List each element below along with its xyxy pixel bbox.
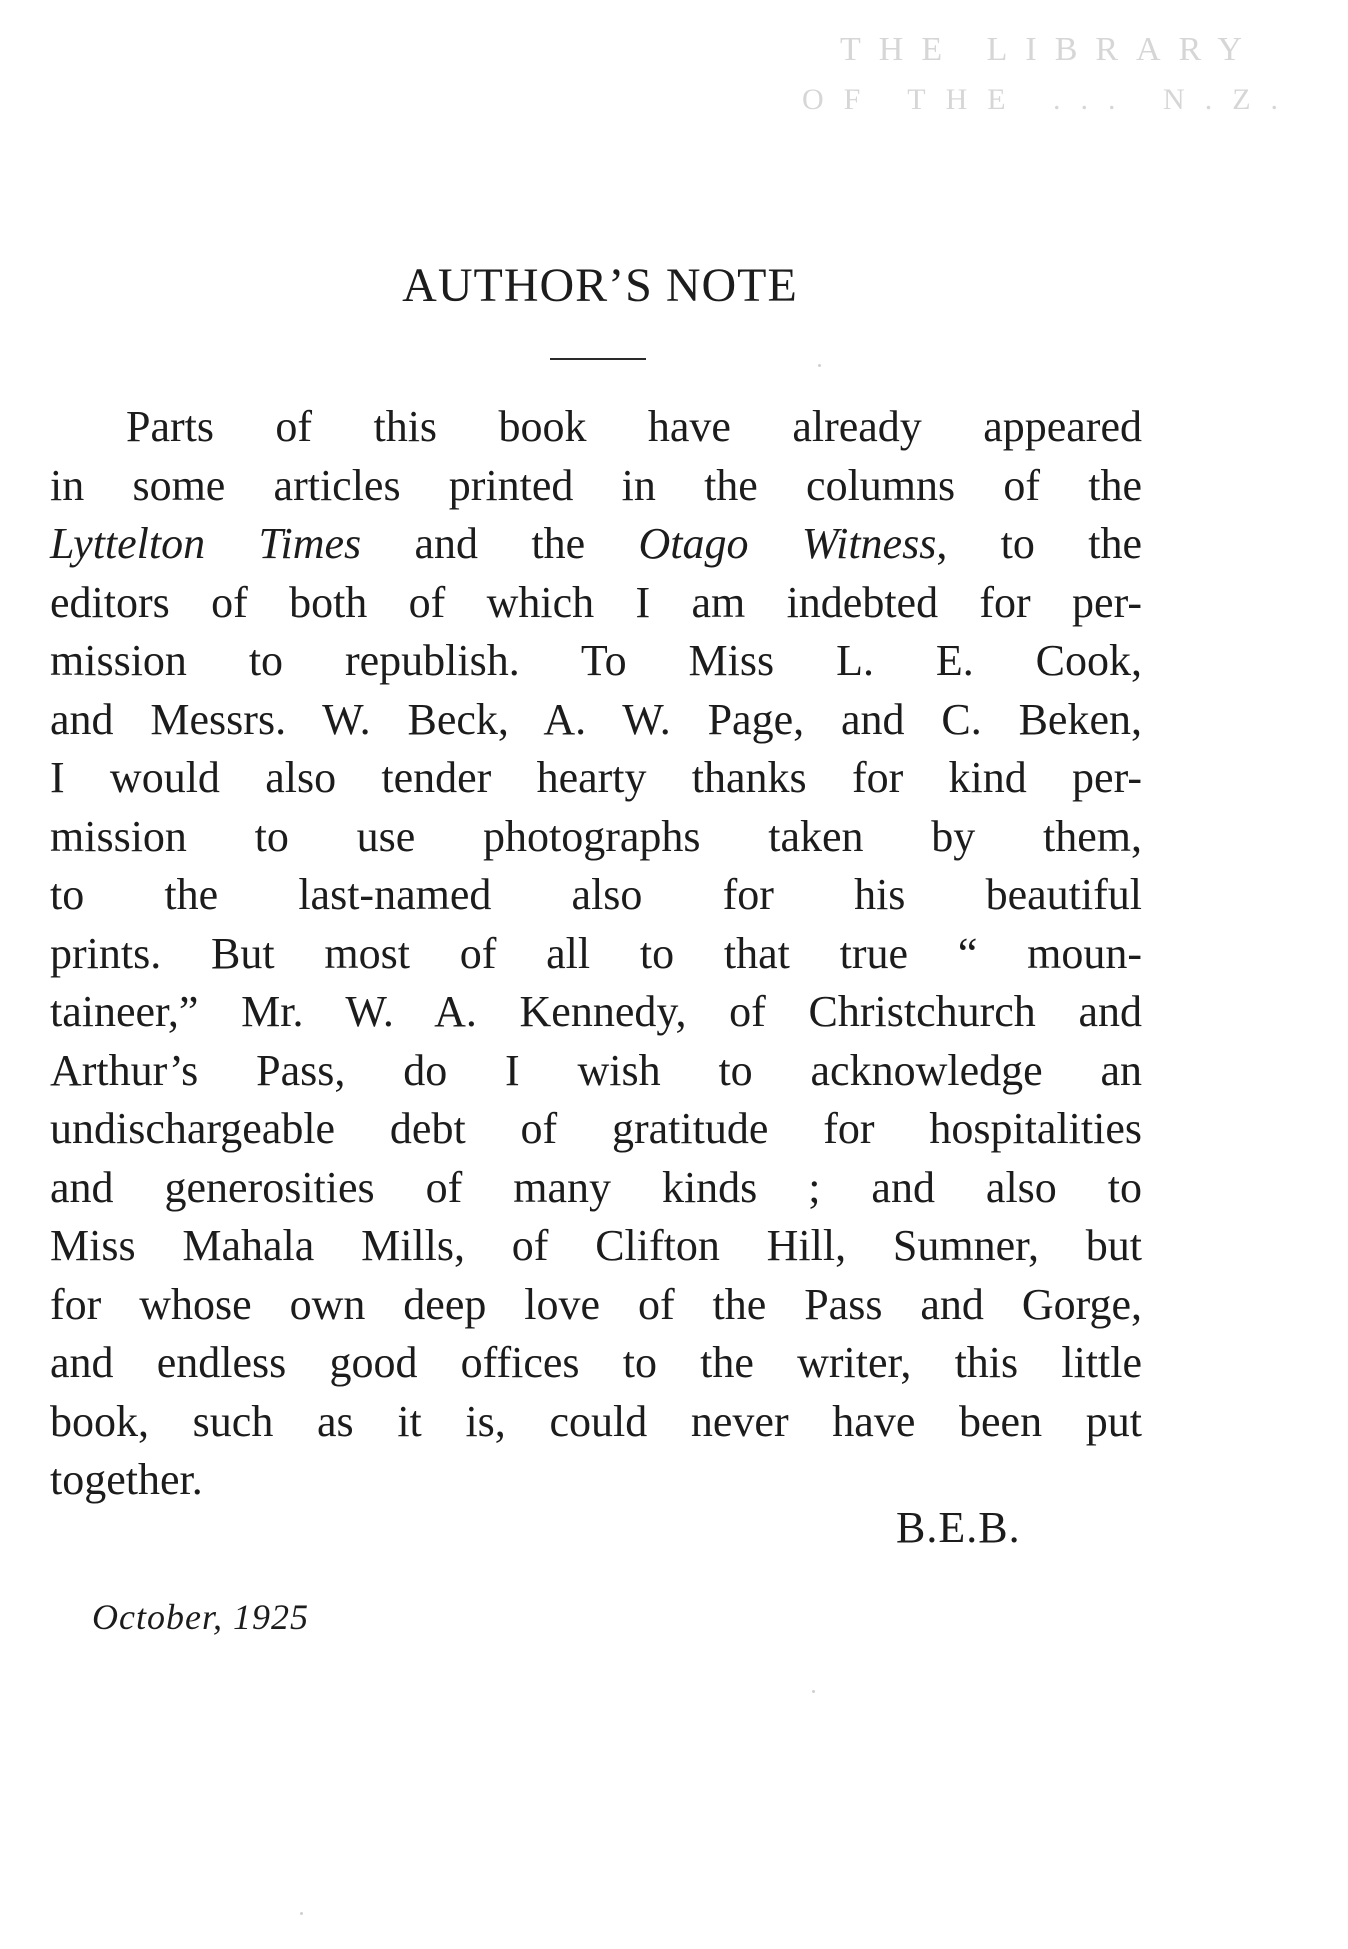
paper-speck: [812, 1690, 815, 1693]
paragraph-line: mission to use photographs taken by them,: [50, 811, 1142, 861]
note-date: October, 1925: [92, 1597, 309, 1637]
page-title: AUTHOR’S NOTE: [402, 259, 798, 312]
paragraph-line: for whose own deep love of the Pass and Gorge,: [50, 1279, 1142, 1329]
author-note-paragraph: [50, 398, 1142, 1510]
paragraph-line: and Messrs. W. Beck, A. W. Page, and C. Beken,: [50, 694, 1142, 744]
paragraph-line: Arthur’s Pass, do I wish to acknowledge an: [50, 1045, 1142, 1095]
paragraph-line: prints. But most of all to that true “ moun-: [50, 928, 1142, 978]
library-stamp-line-1: THE LIBRARY: [840, 31, 1260, 68]
library-stamp: [760, 28, 1340, 120]
library-stamp-line-2: OF THE ... N.Z.: [801, 83, 1299, 116]
paragraph-line: Lyttelton Times and the Otago Witness, to the: [50, 519, 1143, 568]
paragraph-line: undischargeable debt of gratitude for hospitalities: [50, 1104, 1142, 1153]
paragraph-line: in some articles printed in the columns of the: [50, 460, 1142, 510]
paragraph-line: taineer,” Mr. W. A. Kennedy, of Christchurch and: [50, 987, 1142, 1036]
paragraph-line: and endless good offices to the writer, this little: [50, 1338, 1142, 1387]
italic-publication-title: Otago Witness: [638, 519, 937, 568]
paper-speck: [300, 1912, 303, 1915]
paper-speck: [818, 364, 821, 367]
paragraph-line: together.: [50, 1455, 203, 1504]
paragraph-line: to the last-named also for his beautiful: [50, 870, 1142, 919]
paragraph-line: editors of both of which I am indebted for per-: [50, 577, 1142, 627]
paragraph-line: mission to republish. To Miss L. E. Cook,: [50, 636, 1142, 685]
title-rule-divider: [550, 358, 646, 360]
paragraph-line: Miss Mahala Mills, of Clifton Hill, Sumner, but: [50, 1221, 1142, 1270]
italic-publication-title: Lyttelton Times: [50, 519, 362, 568]
paragraph-line: I would also tender hearty thanks for kind per-: [50, 753, 1142, 802]
paragraph-line: book, such as it is, could never have been put: [50, 1396, 1142, 1446]
paragraph-line: Parts of this book have already appeared: [126, 402, 1142, 451]
paragraph-line: and generosities of many kinds ; and also to: [50, 1162, 1142, 1212]
author-initials-signature: B.E.B.: [896, 1503, 1021, 1552]
